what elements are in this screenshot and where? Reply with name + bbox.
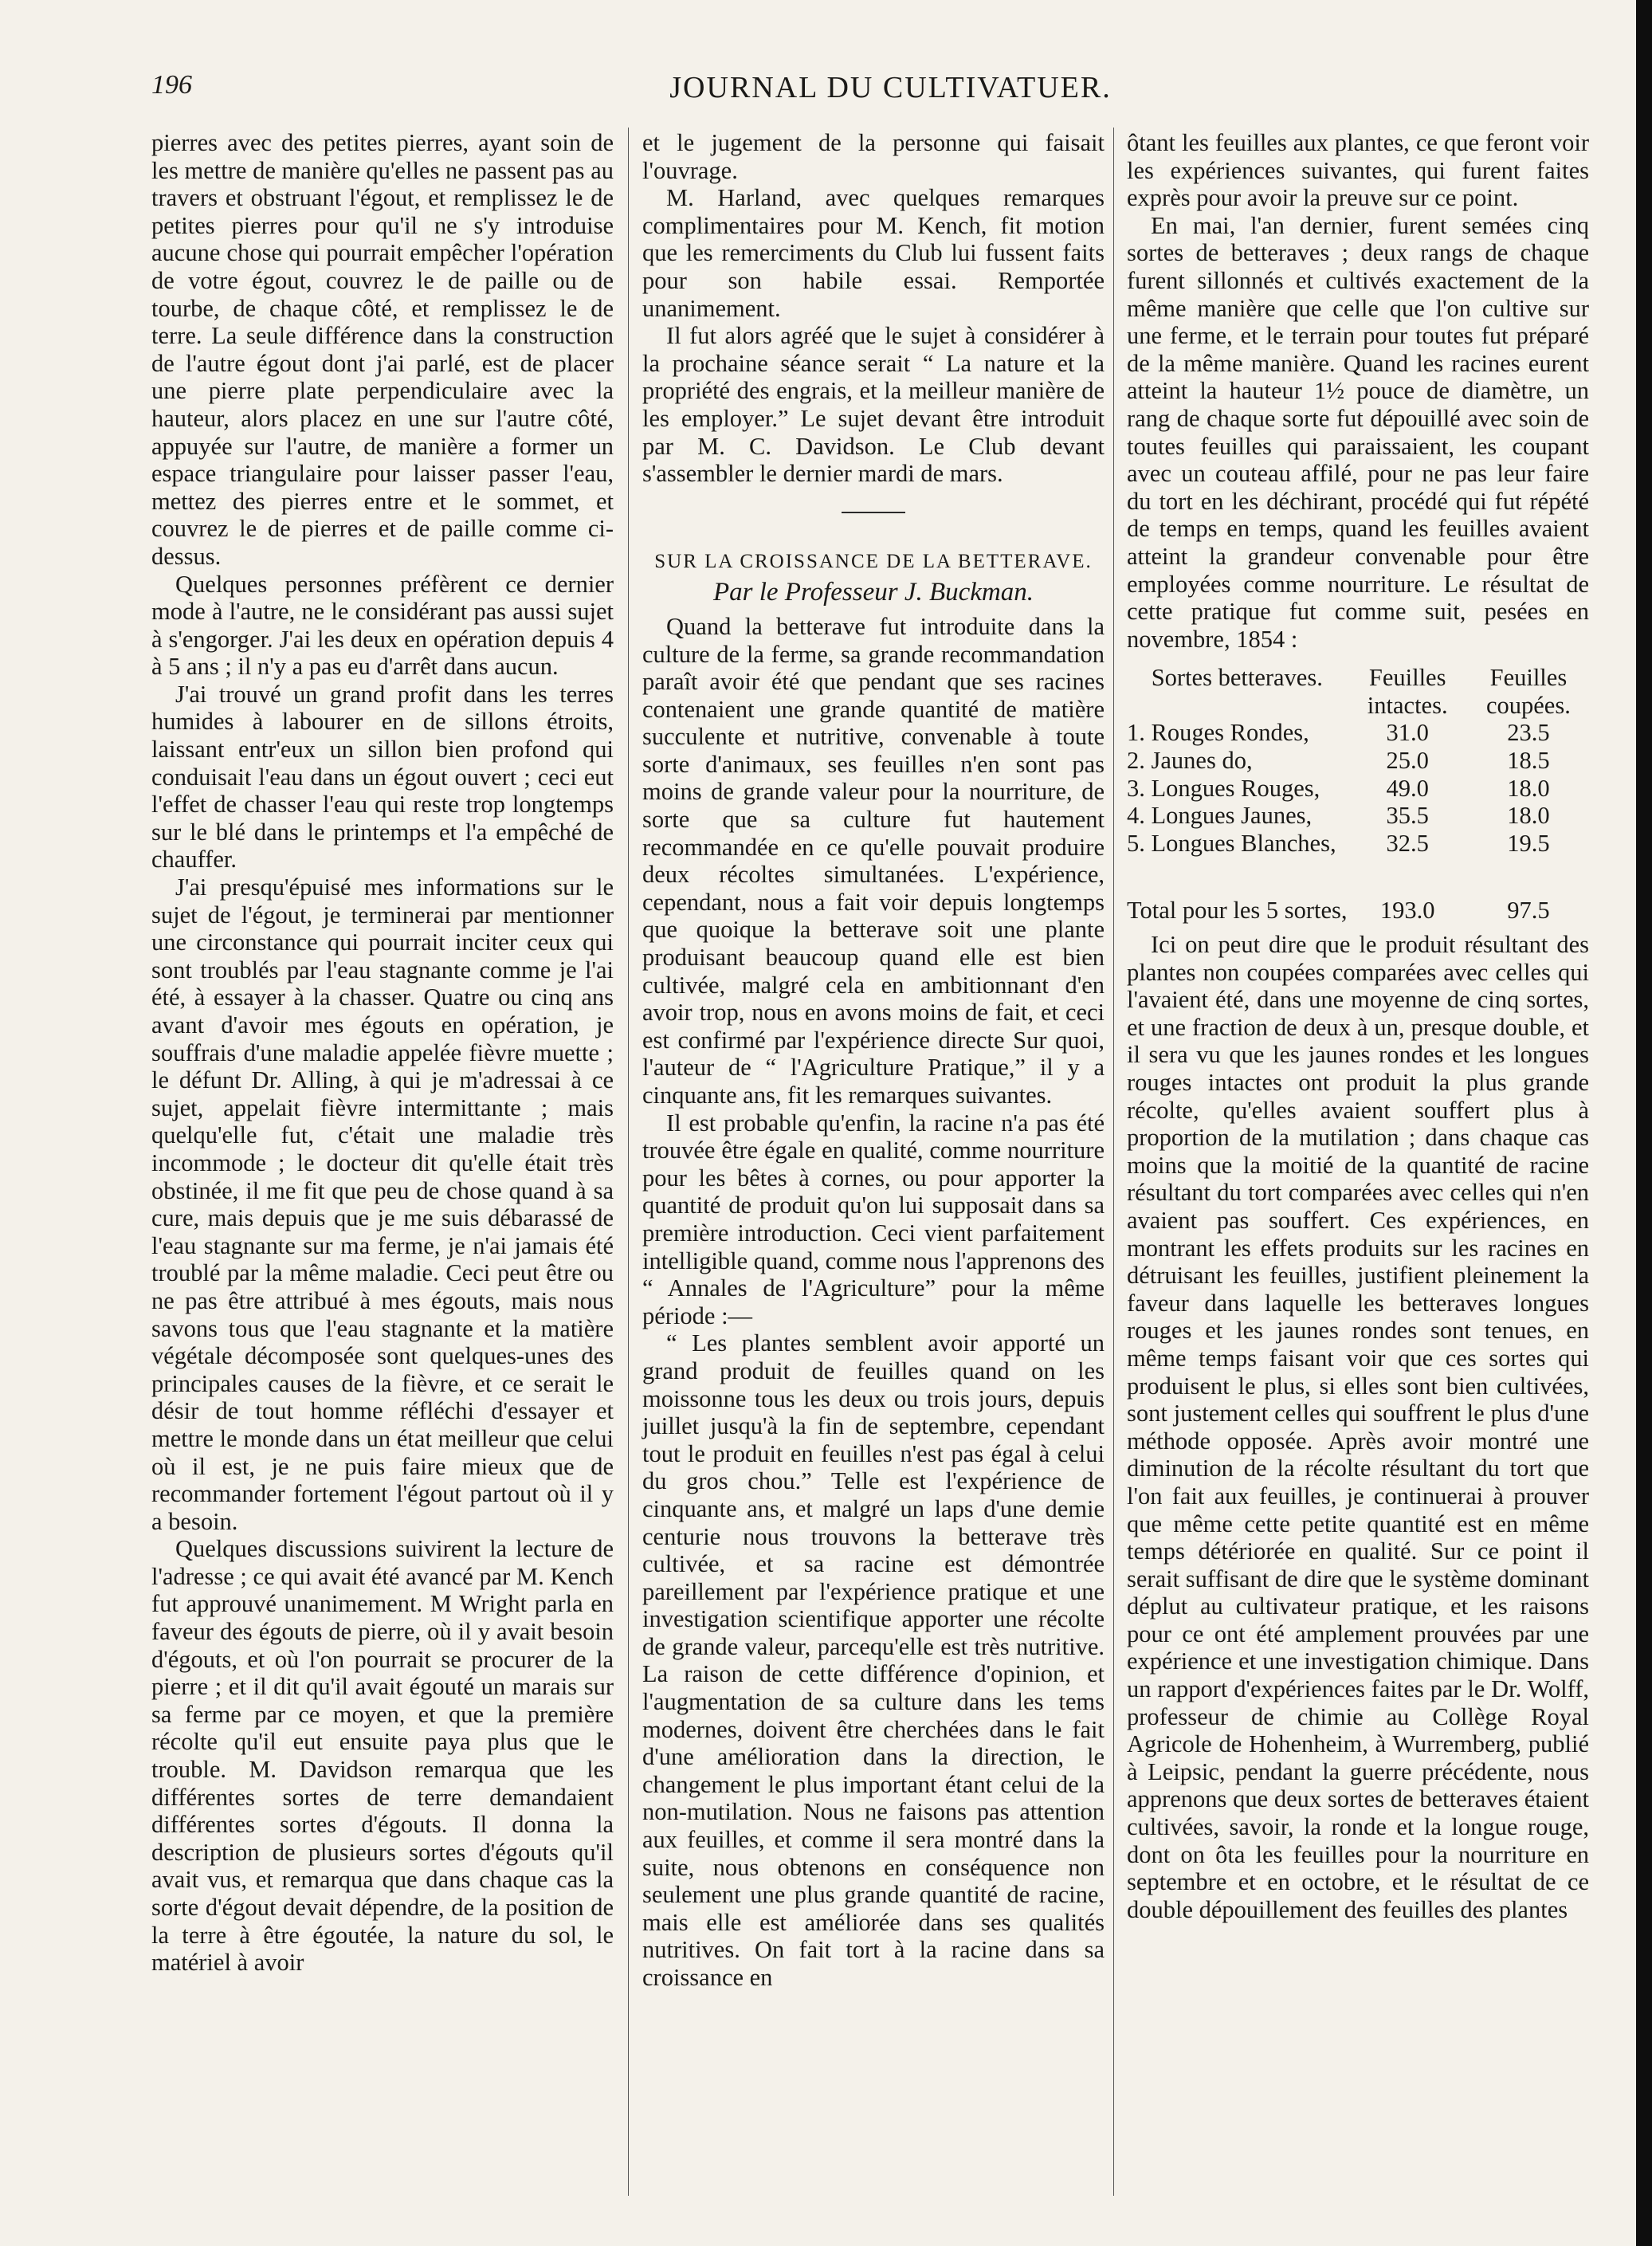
table-header-row (1127, 664, 1589, 719)
page-number: 196 (151, 70, 192, 100)
table-row (1127, 719, 1589, 747)
section-author: Par le Professeur J. Buckman. (712, 578, 1034, 607)
row-intactes: 32.5 (1386, 829, 1429, 857)
paragraph: J'ai presqu'épuisé mes informations sur le sujet de l'égout, je terminerai par mentionner une circonstance qui pourrait inciter ceux qui sont troublés par l'eau stagnante comme je l'ai été, à essayer à la chasser. Quatre ou cinq ans avant d'avoir mes égouts en opération, je souffrais d'une maladie appelée fièvre muette ; le défunt Dr. Alling, à qui je m'adressai à ce sujet, appelait fièvre intermittante ; mais quelqu'elle fut, c'était une maladie très incommode ; le docteur dit qu'elle était très obstinée, il me fit que peu de chose quand à sa cure, mais depuis que je me suis débarassé de l'eau stagnante sur ma ferme, je n'ai jamais été troublé par la même maladie. Ceci peut être ou ne pas être attribué à mes égouts, mais nous savons tous que l'eau stagnante et la matière végétale décomposée sont quelques-unes des principales causes de la fièvre, et ce serait le désir de tout homme réfléchi d'essayer et mettre le monde dans un état meilleur que celui où il est, je ne puis faire mieux que de recommander fortement l'égout partout où il y a besoin. (151, 874, 614, 1535)
paragraph: Il fut alors agréé que le sujet à considérer à la prochaine séance serait “ La nature et la propriété des engrais, et la meilleur manière de les employer.” Le sujet devant être introduit par M. C. Davidson. Le Club devant s'assembler le dernier mardi de mars. (642, 322, 1105, 488)
section-divider (842, 512, 905, 513)
row-name: 3. Longues Rouges, (1127, 774, 1320, 802)
beet-yield-table (1127, 664, 1589, 925)
row-coupees: 18.0 (1507, 802, 1550, 830)
paragraph: pierres avec des petites pierres, ayant soin de les mettre de manière qu'elles ne passent pas au travers et obstruant l'égout, et remplissez le de petites pierres pour qu'il ne s'y introduise aucune chose qui pourrait empêcher l'opération de votre égout, couvrez le de paille ou de tourbe, de chaque côté, et remplissez le de terre. La seule différence dans la construction de l'autre égout dont j'ai parlé, est de placer une pierre plate perpendiculaire avec la hauteur, alors placez en une sur l'autre côté, appuyée sur l'autre, de manière a former un espace triangulaire pour laisser passer l'eau, mettez des pierres entre et le sommet, et couvrez le de pierres et de paille comme ci-dessus. (151, 129, 614, 570)
row-name: 4. Longues Jaunes, (1127, 802, 1313, 830)
total-intactes: 193.0 (1379, 897, 1435, 925)
table-total-row (1127, 857, 1589, 925)
column-rule (1113, 128, 1114, 2196)
table-row (1127, 830, 1589, 858)
page-binding-edge (1636, 0, 1652, 2246)
row-name: 5. Longues Blanches, (1127, 829, 1336, 857)
row-coupees: 23.5 (1507, 719, 1550, 747)
paragraph: “ Les plantes semblent avoir apporté un grand produit de feuilles quand on les moissonne tous les deux ou trois jours, depuis juillet jusqu'à la fin de septembre, cependant tout le produit en feuilles n'est pas égal à celui du gros chou.” Telle est l'expérience de cinquante ans, et malgré un laps d'une demie centurie nous trouvons la betterave très cultivée, et sa racine est démontrée pareillement par l'expérience pratique et une investigation scientifique apporter une récolte de grande valeur, parcequ'elle est très nutritive. La raison de cette différence d'opinion, et l'augmentation de sa culture dans les tems modernes, doivent être cherchées dans le fait d'une amélioration dans la direction, le changement le plus important étant celui de la non-mutilation. Nous ne faisons pas attention aux feuilles, et comme il sera montré dans la suite, nous obtenons en conséquence non seulement une plus grande quantité de racine, mais elle est améliorée dans ses qualités nutritives. On fait tort à la racine dans sa croissance en (642, 1329, 1105, 1991)
column-3 (1127, 129, 1589, 1923)
paragraph: En mai, l'an dernier, furent semées cinq sortes de betteraves ; deux rangs de chaque furent sillonnés et cultivés exactement de la même manière que celle que l'on cultive sur une ferme, et le terrain pour toutes fut préparé de la même manière. Quand les racines eurent atteint la hauteur 1½ pouce de diamètre, un rang de chaque sorte fut dépouillé avec soin de toutes feuilles qui paraissaient, les coupant avec un couteau affilé, pour ne pas leur faire du tort en les déchirant, procédé qui fut répété de temps en temps, quand les feuilles avaient atteint la grandeur convenable pour être employées comme nourriture. Le résultat de cette pratique fut comme suit, pesées en novembre, 1854 : (1127, 211, 1589, 653)
paragraph: Quand la betterave fut introduite dans la culture de la ferme, sa grande recommandation paraît avoir été que pendant que ses racines contenaient une grande quantité de matière succulente et nutritive, convenable à toute sorte d'animaux, ses feuilles n'en sont pas moins de grande valeur pour la nourriture, de sorte que sa culture fut hautement recommandée en ce qu'elle pouvait produire deux récoltes simultanées. L'expérience, cependant, nous a fait voir depuis longtemps que quoique la betterave soit une plante produisant beaucoup quand elle est bien cultivée, malgré cela en ambitionnant d'en avoir trop, nous en avons moins de fait, et ceci est confirmé par l'expérience directe Sur quoi, l'auteur de “ l'Agriculture Pratique,” il y a cinquante ans, fit les remarques suivantes. (642, 612, 1105, 1109)
row-intactes: 25.0 (1386, 747, 1429, 775)
total-coupees: 97.5 (1507, 897, 1550, 925)
row-name: 2. Jaunes do, (1127, 747, 1253, 775)
running-title: JOURNAL DU CULTIVATUER. (669, 71, 1112, 104)
table-row (1127, 775, 1589, 803)
paragraph: Il est probable qu'enfin, la racine n'a pas été trouvée être égale en qualité, comme nourriture pour les bêtes à cornes, ou pour apporter la quantité de produit qu'on lui supposait dans sa première introduction. Ceci vient parfaitement intelligible quand, comme nous l'apprenons des “ Annales de l'Agriculture” pour la même période :— (642, 1109, 1105, 1329)
column-2 (642, 129, 1105, 1992)
table-header-intactes: Feuilles intactes. (1367, 664, 1448, 719)
row-coupees: 18.5 (1507, 747, 1550, 775)
column-rule (628, 128, 629, 2196)
paragraph: Ici on peut dire que le produit résultant des plantes non coupées comparées avec celles qui l'avaient été, dans une moyenne de cinq sortes, et une fraction de deux à un, presque double, et il sera vu que les jaunes rondes et les longues rouges intactes ont produit la plus grande récolte, qu'elles avaient souffert plus à proportion de la mutilation ; dans chaque cas moins que la moitié de la quantité de racine résultant du tort comparées avec celles qui n'en avaient pas souffert. Ces expériences, en montrant les effets produits sur les racines en détruisant les feuilles, justifient pleinement la faveur dans laquelle les betteraves longues rouges et les jaunes rondes sont tenues, en même temps faisant voir que ces sortes qui produisent le plus, si elles sont bien cultivées, sont justement celles qui souffrent le plus d'une méthode opposée. Après avoir montré une diminution de la récolte résultant du tort que l'on fait aux feuilles, je continuerai à prouver que même cette petite quantité est en même temps détériorée en qualité. Sur ce point il serait suffisant de dire que le système dominant déplut au cultivateur pratique, et les raisons pour ce ont été amplement prouvées par une expérience et une investigation chimique. Dans un rapport d'expériences faites par le Dr. Wolff, professeur de chimie au Collège Royal Agricole de Hohenheim, à Wurremberg, publié à Leipsic, pendant la guerre précédente, nous apprenons que deux sortes de betteraves étaient cultivées, savoir, la ronde et la longue rouge, dont on ôta les feuilles pour la nourriture en septembre et en octobre, et le résultat de ce double dépouillement des feuilles des plantes (1127, 931, 1589, 1923)
paragraph: et le jugement de la personne qui faisait l'ouvrage. (642, 129, 1105, 184)
row-intactes: 49.0 (1386, 774, 1429, 802)
paragraph: M. Harland, avec quelques remarques complimentaires pour M. Kench, fit motion que les remerciments du Club lui fussent faits pour son habile essai. Remportée unanimement. (642, 184, 1105, 322)
table-header-coupees: Feuilles coupées. (1485, 664, 1571, 719)
table-row (1127, 747, 1589, 775)
section-heading: SUR LA CROISSANCE DE LA BETTERAVE. (654, 550, 1093, 572)
row-intactes: 35.5 (1386, 802, 1429, 830)
table-row (1127, 802, 1589, 830)
table-header-sortes: Sortes betteraves. (1151, 664, 1323, 692)
paragraph: Quelques personnes préfèrent ce dernier mode à l'autre, ne le considérant pas aussi sujet à s'engorger. J'ai les deux en opération depuis 4 à 5 ans ; il n'y a pas eu d'arrêt dans aucun. (151, 570, 614, 681)
row-intactes: 31.0 (1386, 719, 1429, 747)
paragraph: Quelques discussions suivirent la lecture de l'adresse ; ce qui avait été avancé par M. Kench fut approuvé unanimement. M Wright parla en faveur des égouts de pierre, où il y avait besoin d'égouts, et où l'on pourrait se procurer de la pierre ; et il dit qu'il avait égouté un marais sur sa ferme par ce moyen, et que la première récolte qu'il eut ensuite paya plus que le trouble. M. Davidson remarqua que les différentes sortes de terre demandaient différentes sortes d'égouts. Il donna la description de plusieurs sortes d'égouts qu'il avait vus, et remarqua que dans chaque cas la sorte d'égout devait dépendre, de la position de la terre à être égoutée, la nature du sol, le matériel à avoir (151, 1535, 614, 1977)
row-name: 1. Rouges Rondes, (1127, 719, 1309, 747)
paragraph: ôtant les feuilles aux plantes, ce que feront voir les expériences suivantes, qui furent faites exprès pour avoir la preuve sur ce point. (1127, 129, 1589, 212)
column-1 (151, 129, 614, 1977)
row-coupees: 18.0 (1507, 774, 1550, 802)
paragraph: J'ai trouvé un grand profit dans les terres humides à labourer en de sillons étroits, laissant entr'eux un sillon bien profond qui conduisait l'eau dans un égout ouvert ; ceci eut l'effet de chasser l'eau qui reste trop longtemps sur le blé dans le printemps et l'a empêché de chauffer. (151, 680, 614, 874)
row-coupees: 19.5 (1507, 829, 1550, 857)
page-header (151, 70, 1630, 110)
total-name: Total pour les 5 sortes, (1127, 897, 1348, 925)
